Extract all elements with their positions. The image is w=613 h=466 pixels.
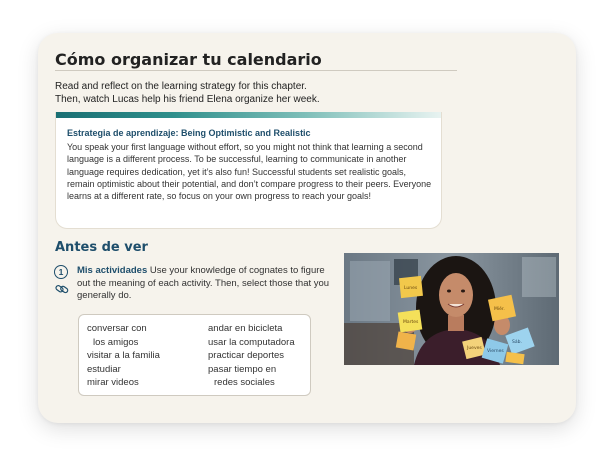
lesson-card — [38, 33, 576, 423]
activity-item[interactable]: los amigos — [93, 336, 139, 348]
intro-line-2: Then, watch Lucas help his friend Elena organize her week. — [55, 94, 320, 105]
activity-item[interactable]: visitar a la familia — [87, 350, 160, 361]
sticky-note-label: Lunes — [404, 286, 418, 291]
activity-number-badge: 1 — [54, 265, 68, 279]
sticky-note-label: Jueves — [467, 346, 482, 351]
activity-item[interactable]: pasar tiempo en — [208, 363, 277, 375]
strategy-accent-bar — [56, 112, 441, 118]
activity-item[interactable]: usar la computadora — [208, 336, 295, 348]
link-icon[interactable] — [55, 284, 69, 294]
intro-text — [55, 80, 320, 106]
activity-item[interactable]: redes sociales — [214, 377, 275, 388]
sticky-note — [399, 276, 423, 298]
activity-instructions — [77, 265, 335, 303]
sticky-note — [396, 332, 417, 351]
activity-instructions-text: Use your knowledge of cognates to figure out the meaning of each activity. Then, select those that you generally do. — [77, 265, 330, 301]
activity-title: Mis actividades — [77, 265, 148, 276]
strategy-heading: Estrategia de aprendizaje: Being Optimistic and Realistic — [67, 128, 311, 138]
sticky-note-label: Miér. — [494, 307, 505, 312]
sticky-note — [398, 310, 423, 333]
activity-item[interactable]: andar en bicicleta — [208, 323, 283, 334]
sticky-note-label: Martes — [403, 320, 419, 325]
video-thumbnail[interactable] — [344, 253, 559, 365]
intro-line-1: Read and reflect on the learning strategy for this chapter. — [55, 81, 307, 92]
activity-list-box — [78, 314, 311, 396]
strategy-body: You speak your first language without effort, so you might not think that learning a second language is a different process. To be successful, learning to communicate in another language requires dedication, yet it’s also fun! Successful students set realistic goals, remain optimistic about their potential, and don’t compare progress to their peers. Everyone learns at a different rate, so focus on your own progress to reach your goals! — [67, 142, 432, 202]
sticky-note-label: Sáb. — [512, 340, 522, 345]
activity-item[interactable]: mirar videos — [87, 377, 139, 388]
activity-list-right — [208, 322, 295, 390]
title-divider — [55, 70, 457, 71]
page-title: Cómo organizar tu calendario — [55, 50, 322, 69]
sticky-note-label: Viernes — [487, 349, 504, 354]
activity-list-left — [87, 322, 160, 390]
section-title-antes-de-ver: Antes de ver — [55, 240, 148, 255]
activity-item[interactable]: conversar con — [87, 323, 147, 334]
strategy-box — [55, 112, 442, 229]
activity-item[interactable]: estudiar — [87, 363, 121, 375]
activity-item[interactable]: practicar deportes — [208, 350, 285, 361]
